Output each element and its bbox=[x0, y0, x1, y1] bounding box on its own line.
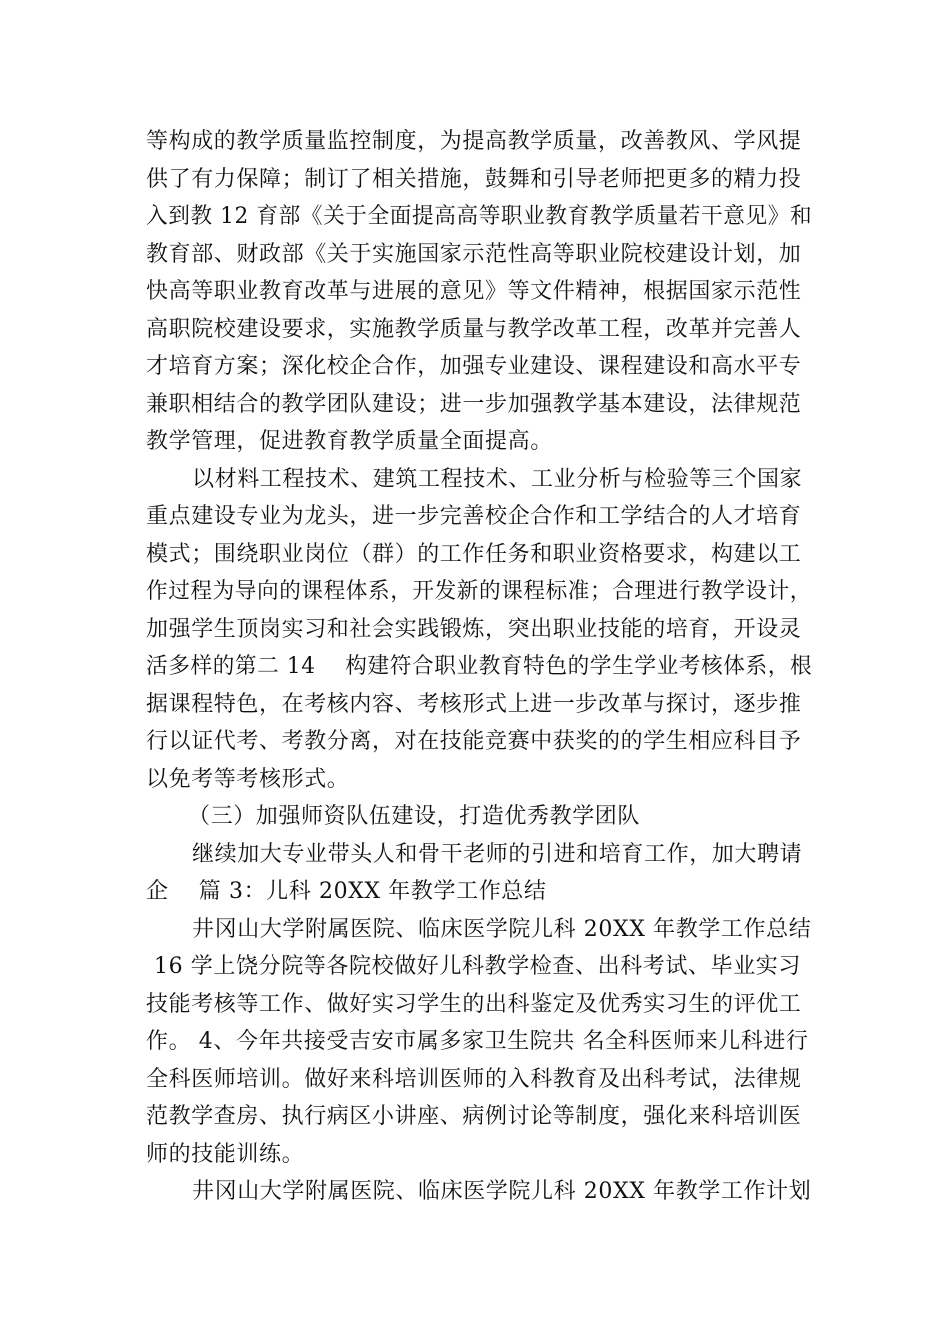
paragraph-first-line: 继续加大专业带头人和骨干老师的引进和培育工作，加大聘请 bbox=[192, 842, 803, 867]
text-line: 以免考等考核形式。 bbox=[146, 767, 350, 792]
text-line: 高职院校建设要求，实施教学质量与教学改革工程，改革并完善人 bbox=[146, 317, 802, 342]
text-line: 入到教 12 育部《关于全面提高高等职业教育教学质量若干意见》和 bbox=[146, 204, 813, 229]
plan-title: 井冈山大学附属医院、临床医学院儿科 20XX 年教学工作计划 bbox=[192, 1179, 812, 1204]
text-line: 等构成的教学质量监控制度，为提高教学质量，改善教风、学风提 bbox=[146, 129, 802, 154]
text-line: 据课程特色，在考核内容、考核形式上进一步改革与探讨，逐步推 bbox=[146, 692, 802, 717]
text-line: 才培育方案；深化校企合作，加强专业建设、课程建设和高水平专 bbox=[146, 354, 802, 379]
text-line: 行以证代考、考教分离，对在技能竞赛中获奖的的学生相应科目予 bbox=[146, 729, 802, 754]
text-line: 模式；围绕职业岗位（群）的工作任务和职业资格要求，构建以工 bbox=[146, 542, 802, 567]
article-title: 井冈山大学附属医院、临床医学院儿科 20XX 年教学工作总结 bbox=[192, 917, 812, 942]
text-line: 作过程为导向的课程体系，开发新的课程标准；合理进行教学设计， bbox=[146, 579, 813, 604]
text-line: 兼职相结合的教学团队建设；进一步加强教学基本建设，法律规范 bbox=[146, 392, 802, 417]
text-line: 范教学查房、执行病区小讲座、病例讨论等制度，强化来科培训医 bbox=[146, 1104, 802, 1129]
text-line: 师的技能训练。 bbox=[146, 1142, 305, 1167]
text-line: 重点建设专业为龙头，进一步完善校企合作和工学结合的人才培育 bbox=[146, 504, 802, 529]
text-line: 技能考核等工作、做好实习学生的出科鉴定及优秀实习生的评优工 bbox=[146, 992, 802, 1017]
paragraph-first-line: 以材料工程技术、建筑工程技术、工业分析与检验等三个国家 bbox=[192, 467, 803, 492]
text-line: 作。 4、今年共接受吉安市属多家卫生院共 名全科医师来儿科进行 bbox=[146, 1029, 809, 1054]
text-line: 企 篇 3：儿科 20XX 年教学工作总结 bbox=[146, 879, 547, 904]
text-line: 活多样的第二 14 构建符合职业教育特色的学生学业考核体系，根 bbox=[146, 654, 813, 679]
text-line: 全科医师培训。做好来科培训医师的入科教育及出科考试，法律规 bbox=[146, 1067, 802, 1092]
text-line: 供了有力保障；制订了相关措施，鼓舞和引导老师把更多的精力投 bbox=[146, 167, 802, 192]
section-heading: （三）加强师资队伍建设，打造优秀教学团队 bbox=[188, 804, 641, 829]
text-line: 教育部、财政部《关于实施国家示范性高等职业院校建设计划，加 bbox=[146, 242, 802, 267]
text-line: 快高等职业教育改革与进展的意见》等文件精神，根据国家示范性 bbox=[146, 279, 802, 304]
text-line: 16 学上饶分院等各院校做好儿科教学检查、出科考试、毕业实习 bbox=[154, 954, 801, 979]
text-line: 加强学生顶岗实习和社会实践锻炼，突出职业技能的培育，开设灵 bbox=[146, 617, 802, 642]
text-line: 教学管理，促进教育教学质量全面提高。 bbox=[146, 429, 553, 454]
